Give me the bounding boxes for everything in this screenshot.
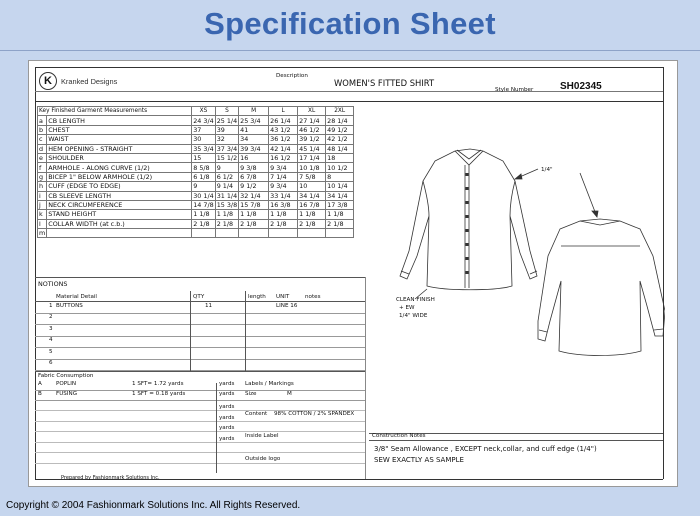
style-number-value: SH02345 — [560, 81, 602, 92]
fabric-key: B — [38, 391, 42, 397]
title-bar — [0, 0, 700, 51]
measurement-label: WAIST — [47, 135, 192, 144]
measurement-value: 1 1/8 — [215, 210, 238, 219]
measurement-value: 2 1/8 — [298, 219, 326, 228]
measurement-value: 42 1/2 — [326, 135, 354, 144]
front-shirt-view — [400, 149, 537, 290]
measurement-row — [38, 163, 354, 172]
size-header: M — [239, 107, 269, 116]
measurement-value: 2 1/8 — [215, 219, 238, 228]
measurement-header: Key Finished Garment Measurements — [38, 107, 192, 116]
measurement-value: 42 1/4 — [269, 144, 298, 153]
notions-col-material: Material Detail — [56, 294, 97, 300]
copyright-notice: Copyright © 2004 Fashionmark Solutions Inc. All Rights Reserved. — [6, 500, 301, 511]
notion-unit: LINE 16 — [276, 303, 298, 309]
measurement-value — [298, 229, 326, 238]
measurement-value: 33 1/4 — [269, 191, 298, 200]
spec-sheet — [28, 60, 678, 487]
measurement-key: j — [38, 200, 47, 209]
notion-num: 4 — [49, 337, 53, 344]
prepared-by: Prepared by Fashionmark Solutions Inc. — [61, 475, 160, 481]
fabric-amount: 1 SFT= 1.72 yards — [132, 381, 184, 387]
measurement-label: HEM OPENING - STRAIGHT — [47, 144, 192, 153]
back-shirt-view — [538, 219, 665, 356]
callout-quarter-inch: 1/4" — [541, 167, 553, 173]
measurement-row — [38, 219, 354, 228]
measurement-value: 31 1/4 — [216, 191, 238, 200]
measurement-value: 15 1/2 — [216, 154, 238, 163]
measurement-value: 41 — [239, 125, 269, 134]
measurement-label — [47, 229, 192, 238]
measurement-key: c — [38, 135, 47, 144]
company-logo: K — [39, 72, 57, 90]
fabric-name: FUSING — [56, 391, 78, 397]
measurement-row — [38, 144, 354, 153]
measurement-value: 32 — [215, 135, 238, 144]
fabric-extra: Size — [245, 391, 257, 397]
measurement-key: k — [38, 210, 47, 219]
measurement-value: 25 1/4 — [216, 116, 238, 125]
measurement-value: 49 1/2 — [326, 125, 354, 134]
measurement-value: 30 1/4 — [193, 191, 214, 200]
fabric-extra-value: M — [287, 391, 292, 397]
measurement-row — [38, 135, 354, 144]
measurement-value: 9 1/4 — [215, 182, 238, 191]
yards-unit: yards — [219, 404, 235, 410]
measurement-value: 15 — [192, 153, 215, 162]
measurement-label: CHEST — [47, 125, 192, 134]
measurement-key: i — [38, 191, 47, 200]
notion-num: 5 — [49, 348, 53, 355]
measurement-value: 7 5/8 — [298, 172, 326, 181]
style-number-label: Style Number — [495, 87, 534, 93]
measurement-value: 6 1/2 — [215, 172, 238, 181]
measurement-value: 9 1/2 — [239, 182, 269, 191]
measurement-value: 2 1/8 — [326, 219, 354, 228]
measurement-row — [38, 229, 354, 238]
measurement-label: ARMHOLE - ALONG CURVE (1/2) — [47, 163, 192, 172]
notions-col-unit: UNIT — [276, 294, 290, 300]
measurement-value: 48 1/4 — [326, 144, 354, 153]
measurement-value: 39 1/2 — [298, 135, 326, 144]
yards-unit: yards — [219, 435, 235, 442]
measurement-value: 10 1/8 — [298, 163, 326, 172]
measurement-value: 9 3/4 — [269, 163, 298, 172]
measurement-value: 32 1/4 — [239, 191, 269, 200]
measurement-label: COLLAR WIDTH (at c.b.) — [47, 219, 192, 228]
measurement-row — [38, 182, 354, 191]
measurement-label: NECK CIRCUMFERENCE — [47, 200, 192, 209]
measurement-value: 1 1/8 — [326, 210, 354, 219]
measurement-value: 18 — [326, 153, 354, 162]
measurement-value: 16 3/8 — [269, 200, 298, 209]
measurement-value: 36 1/2 — [269, 135, 298, 144]
notions-label: NOTIONS — [38, 280, 68, 288]
measurement-value: 10 — [298, 182, 326, 191]
measurement-value: 34 — [239, 135, 269, 144]
notion-qty: 11 — [205, 303, 213, 309]
measurement-value: 46 1/2 — [298, 125, 326, 134]
yards-unit: yards — [219, 414, 235, 421]
notion-num: 1 — [49, 303, 53, 309]
description-value: WOMEN'S FITTED SHIRT — [334, 78, 435, 88]
measurement-key: e — [38, 153, 47, 162]
notion-num: 2 — [49, 314, 53, 321]
measurement-value: 1 1/8 — [239, 210, 269, 219]
callout-arrows — [415, 169, 598, 299]
measurement-key: b — [38, 125, 47, 134]
measurement-value: 17 3/8 — [326, 200, 354, 209]
measurement-value: 14 7/8 — [193, 201, 214, 210]
measurement-value: 8 — [326, 172, 354, 181]
inside-label: Inside Label — [245, 433, 279, 439]
measurement-value: 1 1/8 — [269, 210, 298, 219]
measurement-value — [269, 229, 298, 238]
measurement-key: h — [38, 182, 47, 191]
measurement-value: 6 7/8 — [239, 172, 269, 181]
fabric-extra: Labels / Markings — [245, 381, 294, 387]
size-header: XL — [298, 107, 326, 116]
fabric-unit: yards — [219, 391, 235, 397]
measurement-value: 16 7/8 — [298, 200, 326, 209]
measurement-value: 35 3/4 — [193, 144, 214, 153]
measurement-value: 26 1/4 — [269, 116, 298, 125]
measurement-value: 37 3/4 — [216, 144, 238, 153]
measurement-label: STAND HEIGHT — [47, 210, 192, 219]
measurement-value: 24 3/4 — [193, 116, 214, 125]
measurement-value: 30 — [192, 135, 215, 144]
page-title: Specification Sheet — [204, 6, 496, 41]
fabric-key: A — [38, 381, 42, 387]
measurement-value: 16 1/2 — [269, 153, 298, 162]
measurement-value — [239, 229, 269, 238]
measurement-value: 1 1/8 — [192, 210, 215, 219]
measurement-value: 37 — [192, 125, 215, 134]
measurement-row — [38, 125, 354, 134]
measurement-value: 34 1/4 — [326, 191, 354, 200]
yards-unit: yards — [219, 425, 235, 431]
measurement-value: 9 — [192, 182, 215, 191]
notions-col-length: length — [248, 294, 266, 300]
construction-line-1: 3/8" Seam Allowance , EXCEPT neck,collar, and cuff edge (1/4") — [374, 445, 597, 453]
measurement-value: 1 1/8 — [298, 210, 326, 219]
measurement-value: 8 5/8 — [192, 163, 215, 172]
measurement-value: 39 3/4 — [239, 144, 269, 153]
measurement-value: 27 1/4 — [298, 116, 326, 125]
construction-line-2: SEW EXACTLY AS SAMPLE — [374, 456, 464, 464]
measurement-value: 9 3/8 — [239, 163, 269, 172]
content-label: Content — [245, 411, 268, 417]
measurement-key: d — [38, 144, 47, 153]
size-header: L — [269, 107, 298, 116]
measurement-header-row — [38, 107, 354, 116]
measurement-label: CB SLEEVE LENGTH — [47, 191, 192, 200]
measurement-value: 15 3/8 — [216, 201, 238, 210]
measurement-label: BICEP 1" BELOW ARMHOLE (1/2) — [47, 172, 192, 181]
notion-num: 3 — [49, 325, 53, 332]
notions-col-qty: QTY — [193, 294, 205, 300]
notions-col-notes: notes — [305, 294, 321, 300]
measurement-label: CB LENGTH — [47, 116, 192, 125]
measurement-value: 2 1/8 — [239, 219, 269, 228]
size-header: 2XL — [326, 107, 354, 116]
measurement-key: m — [39, 229, 46, 238]
callout-clean-finish: CLEAN FINISH — [396, 297, 435, 303]
fabric-label: Fabric Consumption — [38, 373, 94, 379]
measurement-table — [37, 106, 354, 238]
measurement-value: 16 — [239, 153, 269, 162]
measurement-value — [192, 229, 215, 238]
construction-label: Construction Notes — [372, 433, 426, 439]
measurement-value: 39 — [215, 125, 238, 134]
description-label: Description — [276, 73, 308, 79]
measurement-value: 17 1/4 — [298, 153, 326, 162]
measurement-key: a — [38, 116, 47, 125]
notion-num: 6 — [49, 360, 53, 366]
measurement-label: SHOULDER — [47, 153, 192, 162]
measurement-value: 7 1/4 — [269, 172, 298, 181]
measurement-key: g — [38, 172, 47, 181]
size-header: XS — [192, 107, 215, 116]
measurement-value: 15 7/8 — [239, 200, 269, 209]
fabric-name: POPLIN — [56, 381, 77, 387]
measurement-value: 2 1/8 — [192, 219, 215, 228]
shirt-technical-drawing — [365, 121, 665, 381]
measurement-value — [215, 229, 238, 238]
measurement-value: 9 3/4 — [269, 182, 298, 191]
measurement-key: f — [38, 163, 47, 172]
content-value: 98% COTTON / 2% SPANDEX — [274, 411, 355, 417]
measurement-value — [326, 229, 354, 238]
measurement-value: 28 1/4 — [326, 116, 354, 125]
measurement-value: 25 3/4 — [239, 116, 269, 125]
measurement-value: 34 1/4 — [298, 191, 326, 200]
measurement-value: 45 1/4 — [298, 144, 326, 153]
measurement-row — [38, 172, 354, 181]
measurement-label: CUFF (EDGE TO EDGE) — [47, 182, 192, 191]
fabric-unit: yards — [219, 381, 235, 387]
measurement-value: 6 1/8 — [192, 172, 215, 181]
notion-material: BUTTONS — [56, 303, 83, 309]
callout-ew: + EW — [399, 305, 415, 311]
measurement-row — [38, 191, 354, 200]
front-button-column — [466, 173, 469, 274]
measurement-value: 9 — [215, 163, 238, 172]
outside-label: Outside logo — [245, 456, 281, 462]
measurement-value: 10 1/2 — [326, 163, 354, 172]
company-name: Kranked Designs — [61, 77, 118, 86]
measurement-value: 2 1/8 — [269, 219, 298, 228]
measurement-value: 10 1/4 — [326, 182, 354, 191]
measurement-row — [38, 153, 354, 162]
measurement-row — [38, 210, 354, 219]
callout-width: 1/4" WIDE — [399, 313, 428, 319]
measurement-value: 43 1/2 — [269, 125, 298, 134]
measurement-key: l — [38, 219, 47, 228]
measurement-row — [38, 200, 354, 209]
size-header: S — [215, 107, 238, 116]
measurement-row — [38, 116, 354, 125]
fabric-amount: 1 SFT = 0.18 yards — [132, 391, 186, 397]
